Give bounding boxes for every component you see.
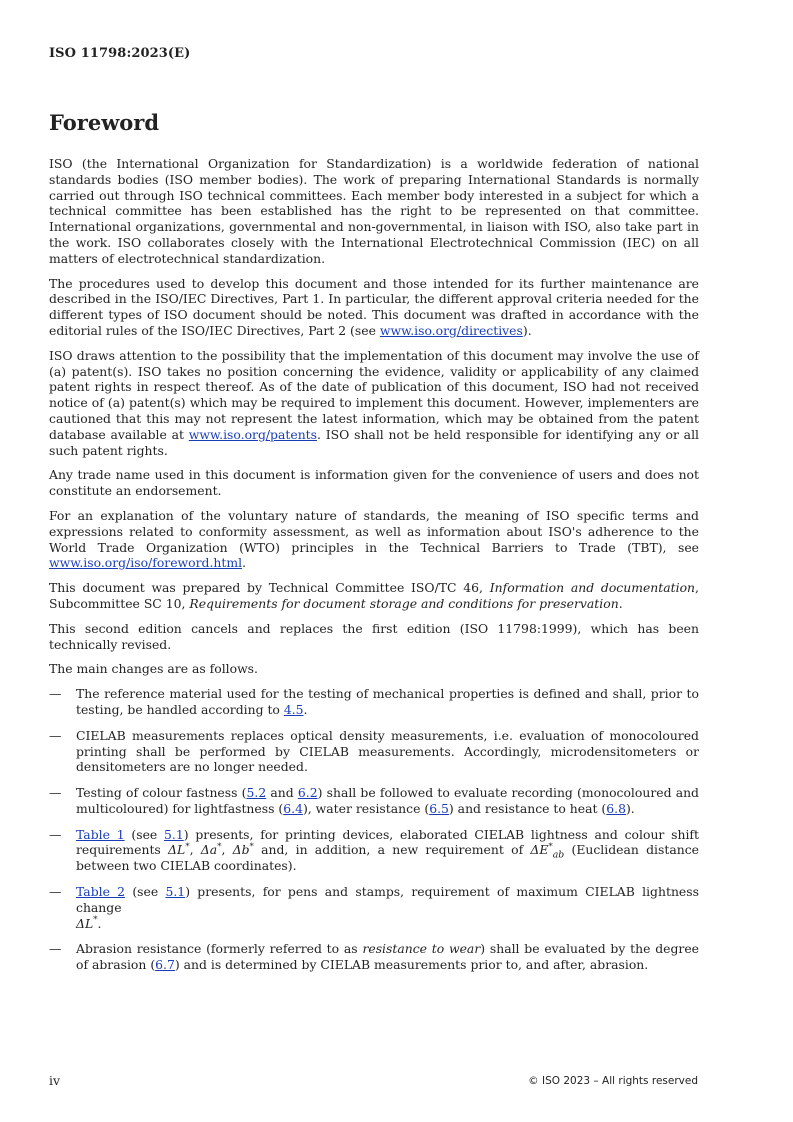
paragraph-trade-name: Any trade name used in this document is information given for the convenience of users and does not constitute an endorsement.	[49, 467, 699, 499]
page-title: Foreword	[49, 110, 160, 135]
paragraph-main-changes: The main changes are as follows.	[49, 661, 258, 677]
clause-link-4-5[interactable]: 4.5	[283, 701, 304, 717]
dash-bullet: —	[49, 727, 62, 743]
clause-link-6-4[interactable]: 6.4	[283, 800, 303, 816]
clause-link-6-8[interactable]: 6.8	[606, 800, 626, 816]
dash-bullet: —	[49, 884, 62, 900]
clause-link-6-7[interactable]: 6.7	[155, 957, 175, 973]
dash-bullet: —	[49, 941, 62, 957]
table-2-link[interactable]: Table 2	[76, 884, 126, 900]
clause-link-5-1[interactable]: 5.1	[165, 884, 186, 900]
dash-bullet: —	[49, 686, 62, 702]
list-item: — Table 1 (see 5.1) presents, for printing devices, elaborated CIELAB lightness and colour shift requirements ΔL*, Δa*, Δb* and, in addition, a new requirement of $\Delta E^*_{ab}$ (Euclidean distance between two CIELAB coordinates).	[49, 826, 699, 874]
document-id: ISO 11798:2023(E)	[49, 46, 191, 61]
clause-link-6-5[interactable]: 6.5	[429, 800, 449, 816]
clause-link-6-2[interactable]: 6.2	[297, 785, 318, 801]
list-item: — Testing of colour fastness (5.2 and 6.2) shall be followed to evaluate recording (monocoloured and multicoloured) for lightfastness (6.4), water resistance (6.5) and resistance to heat (6.8).	[49, 785, 699, 816]
dash-bullet: —	[49, 826, 62, 842]
paragraph-committee: This document was prepared by Technical Committee ISO/TC 46, Information and documentation, Subcommittee SC 10, Requirements for document storage and conditions for preservation.	[49, 580, 699, 611]
list-item: — Table 2 (see 5.1) presents, for pens and stamps, requirement of maximum CIELAB lightness change ΔL*.	[49, 884, 699, 931]
foreword-body	[49, 156, 699, 983]
list-item: — Abrasion resistance (formerly referred to as resistance to wear) shall be evaluated by the degree of abrasion (6.7) and is determined by CIELAB measurements prior to, and after, abrasion.	[49, 941, 699, 973]
list-item: — CIELAB measurements replaces optical density measurements, i.e. evaluation of monocoloured printing shall be performed by CIELAB measurements. Accordingly, microdensitometers or densitometers are no longer needed.	[49, 727, 699, 775]
paragraph-edition: This second edition cancels and replaces the first edition (ISO 11798:1999), which has been technically revised.	[49, 620, 699, 652]
paragraph-iso-intro: ISO (the International Organization for Standardization) is a worldwide federation of national standards bodies (ISO member bodies). The work of preparing International Standards is normally carried out through ISO technical committees. Each member body interested in a subject for which a technical committee has been established has the right to be represented on that committee. International organizations, governmental and non-governmental, in liaison with ISO, also take part in the work. ISO collaborates closely with the International Electrotechnical Commission (IEC) on all matters of electrotechnical standardization.	[49, 156, 699, 266]
foreword-link[interactable]: www.iso.org/iso/foreword.html	[49, 555, 243, 571]
paragraph-procedures: The procedures used to develop this document and those intended for its further maintenance are described in the ISO/IEC Directives, Part 1. In particular, the different approval criteria needed for the different types of ISO document should be noted. This document was drafted in accordance with the editorial rules of the ISO/IEC Directives, Part 2 (see www.iso.org/directives).	[49, 275, 699, 338]
clause-link-5-2[interactable]: 5.2	[246, 785, 267, 801]
dash-bullet: —	[49, 785, 62, 801]
copyright-notice: © ISO 2023 – All rights reserved	[528, 1075, 698, 1087]
directives-link[interactable]: www.iso.org/directives	[379, 322, 523, 338]
paragraph-voluntary-nature: For an explanation of the voluntary nature of standards, the meaning of ISO specific terms and expressions related to conformity assessment, as well as information about ISO's adherence to the World Trade Organization (WTO) principles in the Technical Barriers to Trade (TBT), see www.iso.org/iso/foreword.html.	[49, 507, 699, 571]
table-1-link[interactable]: Table 1	[76, 826, 125, 842]
paragraph-patents: ISO draws attention to the possibility that the implementation of this document may involve the use of (a) patent(s). ISO takes no position concerning the evidence, validity or applicability of any claimed patent rights in respect thereof. As of the date of publication of this document, ISO had not received notice of (a) patent(s) which may be required to implement this document. However, implementers are cautioned that this may not represent the latest information, which may be obtained from the patent database available at www.iso.org/patents. ISO shall not be held responsible for identifying any or all such patent rights.	[49, 347, 699, 458]
patents-link[interactable]: www.iso.org/patents	[188, 426, 318, 442]
page-number: iv	[49, 1073, 61, 1088]
clause-link-5-1[interactable]: 5.1	[164, 826, 184, 842]
list-item: — The reference material used for the testing of mechanical properties is defined and shall, prior to testing, be handled according to 4.5.	[49, 686, 699, 717]
